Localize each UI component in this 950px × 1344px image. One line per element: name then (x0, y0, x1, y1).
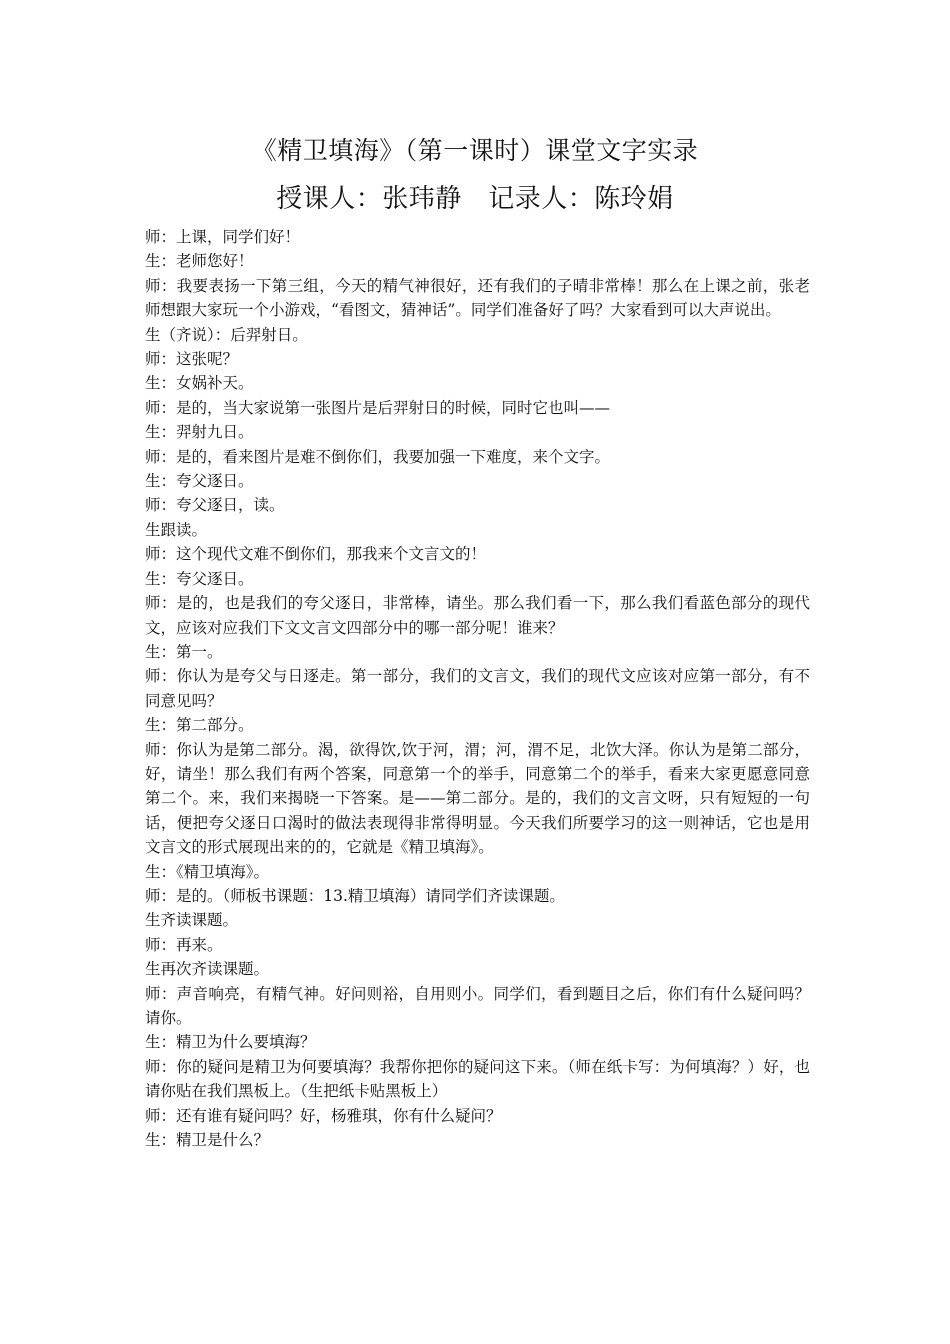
transcript-paragraph: 生：第一。 (145, 642, 223, 661)
transcript-paragraph: 生：精卫为什么要填海？ (145, 1033, 316, 1052)
document-subtitle: 授课人：张玮静 记录人：陈玲娟 (276, 184, 674, 214)
transcript-paragraph: 生：夸父逐日。 (145, 569, 254, 588)
transcript-paragraph: 生再次齐读课题。 (145, 960, 270, 979)
transcript-paragraph: 师：再来。 (145, 935, 223, 954)
transcript-paragraph: 师：是的。（师板书课题：13.精卫填海）请同学们齐读课题。 (145, 886, 565, 905)
transcript-paragraph: 生：老师您好！ (145, 252, 254, 271)
document-title: 《精卫填海》（第一课时）课堂文字实录 (251, 136, 699, 165)
transcript-paragraph: 生：夸父逐日。 (145, 472, 254, 491)
transcript-paragraph: 师：是的，看来图片是难不倒你们，我要加强一下难度，来个文字。 (145, 447, 611, 466)
transcript-paragraph: 师：你的疑问是精卫为何要填海？我帮你把你的疑问这下来。（师在纸卡写：为何填海？）好，也请你贴在我们黑板上。（生把纸卡贴黑板上） (145, 1057, 810, 1101)
transcript-paragraph: 师：上课，同学们好！ (145, 228, 301, 246)
transcript-paragraph: 生跟读。 (145, 520, 208, 539)
transcript-paragraph: 师：你认为是第二部分。渴，欲得饮,饮于河，渭；河，渭不足，北饮大泽。你认为是第二部分，好，请坐！那么我们有两个答案，同意第一个的举手，同意第二个的举手，看来大家更愿意同意第二个。来，我们来揭晓一下答案。是——第二部分。是的，我们的文言文呀，只有短短的一句话，便把夸父逐日口渴时的做法表现得非常得明显。今天我们所要学习的这一则神话，它也是用文言文的形式展现出来的的，它就是《精卫填海》。 (145, 740, 810, 857)
transcript-paragraph: 生：精卫是什么？ (145, 1131, 270, 1150)
transcript-paragraph: 师：你认为是夸父与日逐走。第一部分，我们的文言文，我们的现代文应该对应第一部分，有不同意见吗？ (145, 667, 810, 710)
transcript-paragraph: 师：是的，也是我们的夸父逐日，非常棒，请坐。那么我们看一下，那么我们看蓝色部分的现代文，应该对应我们下文文言文四部分中的哪一部分呢！谁来？ (145, 594, 810, 637)
transcript-paragraph: 生齐读课题。 (145, 911, 239, 930)
transcript-paragraph: 师：声音响亮，有精气神。好问则裕，自用则小。同学们，看到题目之后，你们有什么疑问吗？请你。 (145, 984, 810, 1027)
transcript-paragraph: 师：这张呢？ (145, 350, 239, 369)
transcript-paragraph: 生：女娲补天。 (145, 374, 254, 393)
transcript-paragraph: 生（齐说）：后羿射日。 (145, 325, 308, 344)
transcript-paragraph: 师：这个现代文难不倒你们，那我来个文言文的！ (145, 545, 487, 564)
transcript-paragraph: 师：是的，当大家说第一张图片是后羿射日的时候，同时它也叫—— (145, 398, 611, 417)
transcript-paragraph: 师：夸父逐日，读。 (145, 496, 285, 515)
transcript-body (145, 225, 810, 1152)
transcript-paragraph: 师：我要表扬一下第三组，今天的精气神很好，还有我们的子晴非常棒！那么在上课之前，张老师想跟大家玩一个小游戏，“看图文，猜神话”。同学们准备好了吗？大家看到可以大声说出。 (145, 276, 810, 320)
transcript-paragraph: 生：《精卫填海》。 (145, 862, 270, 881)
transcript-paragraph: 生：第二部分。 (145, 716, 254, 735)
transcript-paragraph: 师：还有谁有疑问吗？好，杨雅琪，你有什么疑问？ (145, 1106, 502, 1125)
transcript-paragraph: 生：羿射九日。 (145, 423, 254, 442)
